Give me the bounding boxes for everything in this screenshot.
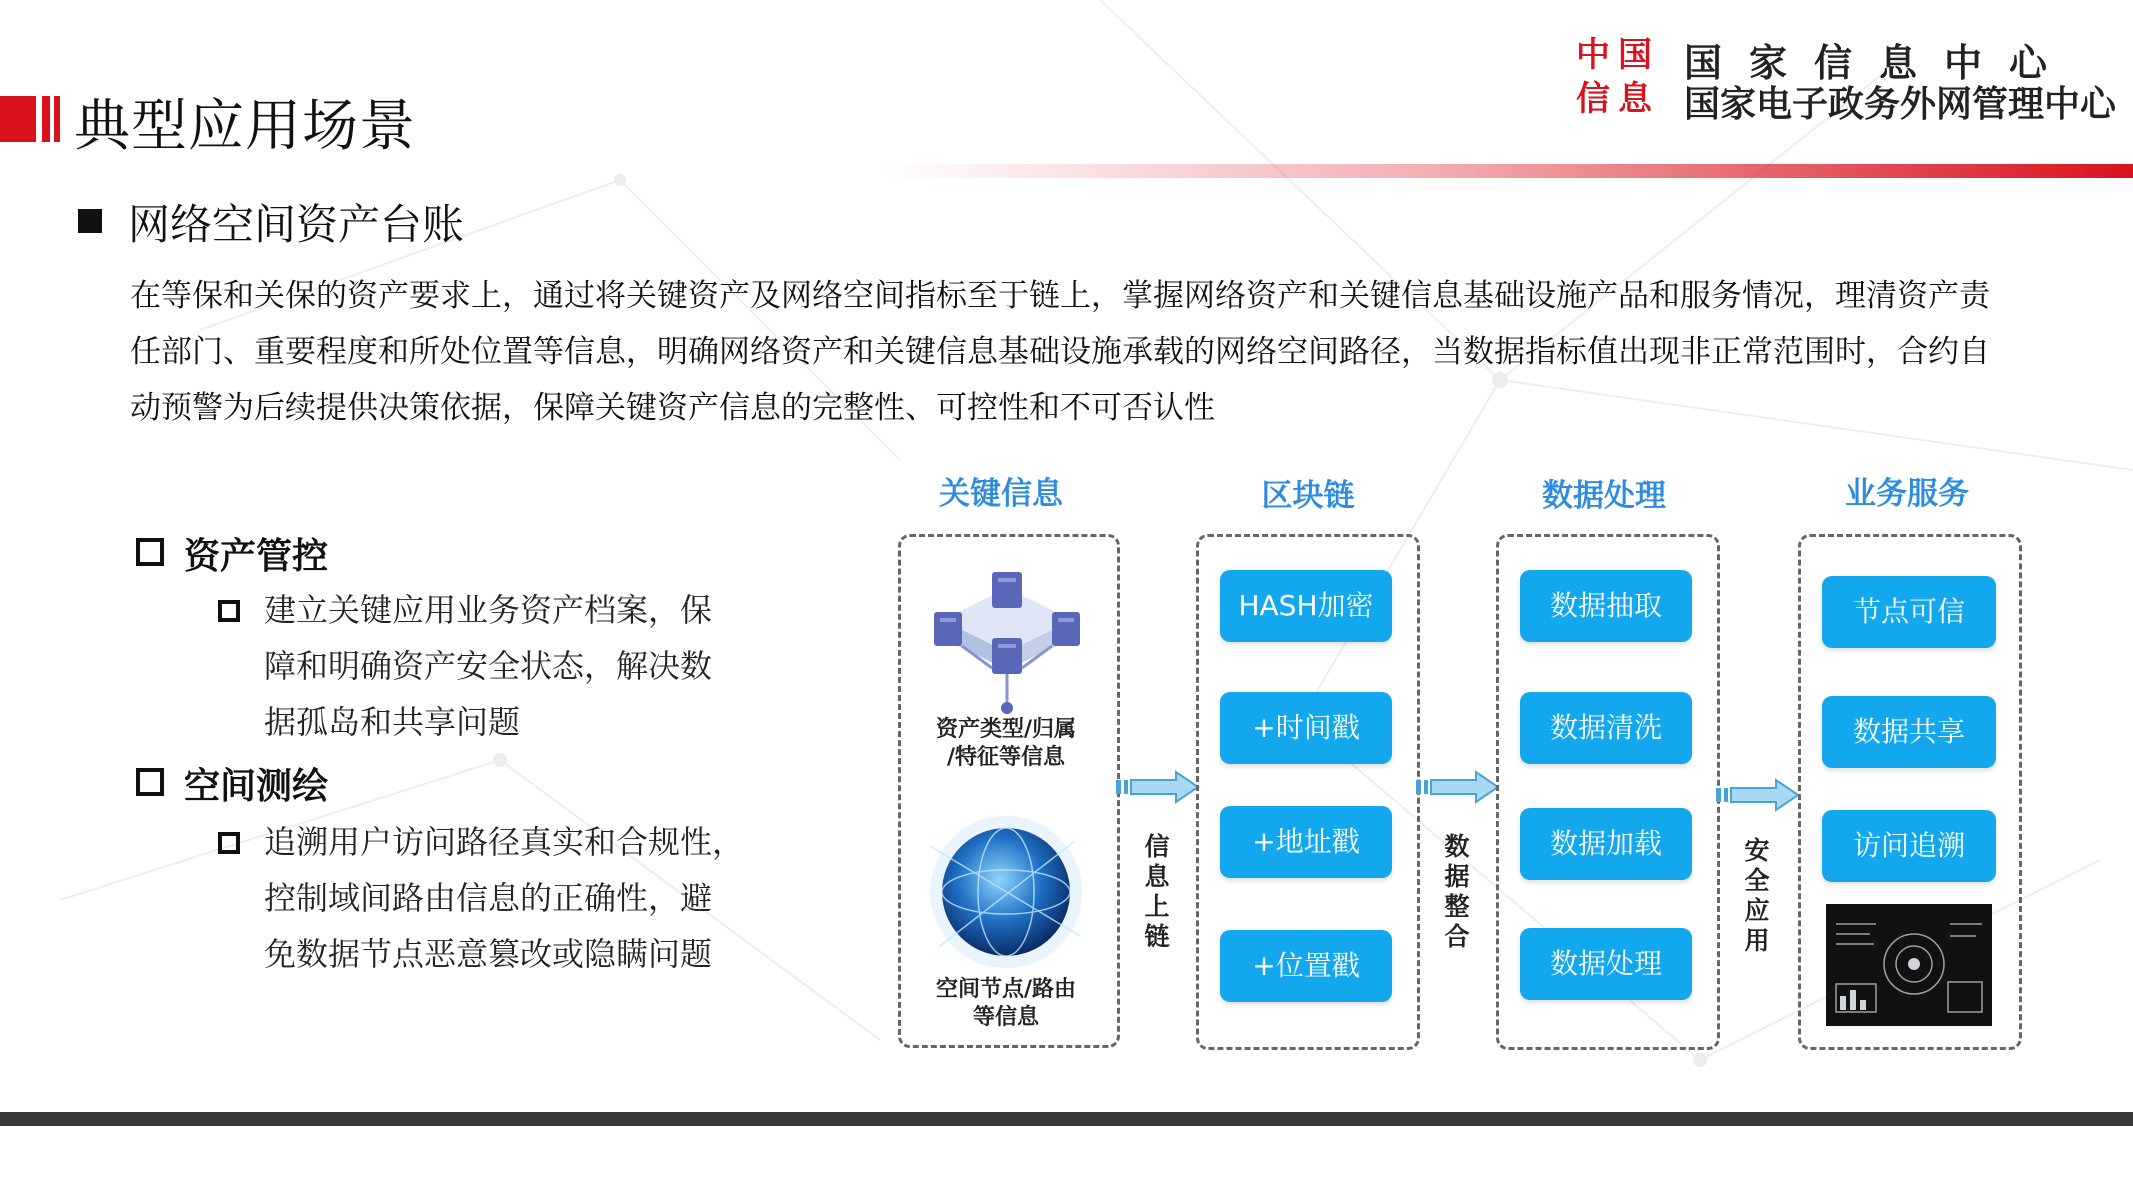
svg-text:中: 中 xyxy=(1576,37,1610,74)
checkbox-bullet-icon xyxy=(218,832,240,854)
category-desc xyxy=(264,814,744,982)
org-name: 国家信息中心 xyxy=(1684,40,2075,85)
desc-line: 建立关键应用业务资产档案，保 xyxy=(264,591,713,629)
hash-encrypt-button[interactable]: HASH加密 xyxy=(1220,570,1392,642)
access-trace-button[interactable]: 访问追溯 xyxy=(1822,810,1996,882)
category-title: 资产管控 xyxy=(184,536,329,577)
flow-arrow-icon xyxy=(1116,770,1200,804)
section-heading xyxy=(78,192,464,252)
desc-line: 障和明确资产安全状态，解决数 xyxy=(264,647,713,685)
org-header xyxy=(1574,30,2117,125)
bottom-bar xyxy=(0,1112,2133,1126)
square-bullet-icon xyxy=(78,209,102,233)
category-title: 空间测绘 xyxy=(184,766,329,807)
desc-line: 控制域间路由信息的正确性，避 xyxy=(264,879,713,917)
intro-line: 在等保和关保的资产要求上，通过将关键资产及网络空间指标至于链上，掌握网络资产和关键信息基础设施产品和服务情况，理清资产责 xyxy=(130,278,1990,314)
page-title: 典型应用场景 xyxy=(74,94,416,159)
data-extract-button[interactable]: 数据抽取 xyxy=(1520,570,1692,642)
data-share-button[interactable]: 数据共享 xyxy=(1822,696,1996,768)
desc-line: 免数据节点恶意篡改或隐瞒问题 xyxy=(264,935,713,973)
desc-line: 据孤岛和共享问题 xyxy=(264,703,521,741)
intro-line: 动预警为后续提供决策依据，保障关键资产信息的完整性、可控性和不可否认性 xyxy=(130,390,1215,426)
checkbox-bullet-icon xyxy=(136,768,164,796)
connector-label-secure-app: 安 全 应 用 xyxy=(1744,836,1770,955)
globe-network-icon xyxy=(920,806,1092,978)
location-stamp-button[interactable]: +位置戳 xyxy=(1220,930,1392,1002)
connector-label-onchain: 信 息 上 链 xyxy=(1144,832,1170,951)
section-intro xyxy=(130,268,2030,436)
timestamp-button[interactable]: +时间戳 xyxy=(1220,692,1392,764)
svg-text:国: 国 xyxy=(1618,37,1652,74)
category-space-mapping xyxy=(136,758,328,809)
org-seal-logo xyxy=(1574,30,1660,116)
checkbox-bullet-icon xyxy=(136,538,164,566)
dashboard-screen-icon xyxy=(1826,904,1992,1026)
section-heading-text: 网络空间资产台账 xyxy=(128,200,465,249)
key-info-caption xyxy=(906,716,1106,772)
data-clean-button[interactable]: 数据清洗 xyxy=(1520,692,1692,764)
flow-arrow-icon xyxy=(1416,770,1500,804)
data-load-button[interactable]: 数据加载 xyxy=(1520,808,1692,880)
category-desc xyxy=(264,582,712,750)
data-process-button[interactable]: 数据处理 xyxy=(1520,928,1692,1000)
header-red-line xyxy=(880,164,2133,178)
address-stamp-button[interactable]: +地址戳 xyxy=(1220,806,1392,878)
checkbox-bullet-icon xyxy=(218,600,240,622)
svg-text:息: 息 xyxy=(1618,81,1652,116)
category-asset-control xyxy=(136,528,328,579)
caption-line: 空间节点/路由 xyxy=(935,977,1077,1002)
svg-text:信: 信 xyxy=(1576,81,1610,116)
server-network-icon xyxy=(922,568,1092,718)
caption-line: /特征等信息 xyxy=(946,745,1066,770)
flow-arrow-icon xyxy=(1716,778,1800,812)
connector-label-integrate: 数 据 整 合 xyxy=(1444,832,1470,951)
org-subtitle: 国家电子政务外网管理中心 xyxy=(1684,83,2117,125)
desc-line: 追溯用户访问路径真实和合规性， xyxy=(264,823,745,861)
intro-line: 任部门、重要程度和所处位置等信息，明确网络资产和关键信息基础设施承载的网络空间路径，当数据指标值出现非正常范围时，合约自 xyxy=(130,334,1990,370)
column-header-business-service: 业务服务 xyxy=(1845,476,1969,512)
column-header-data-processing: 数据处理 xyxy=(1542,478,1666,514)
caption-line: 等信息 xyxy=(972,1005,1039,1030)
column-header-blockchain: 区块链 xyxy=(1261,478,1355,514)
caption-line: 资产类型/归属 xyxy=(935,717,1077,742)
column-header-key-info: 关键信息 xyxy=(939,476,1063,512)
node-trust-button[interactable]: 节点可信 xyxy=(1822,576,1996,648)
space-node-caption xyxy=(906,976,1106,1032)
